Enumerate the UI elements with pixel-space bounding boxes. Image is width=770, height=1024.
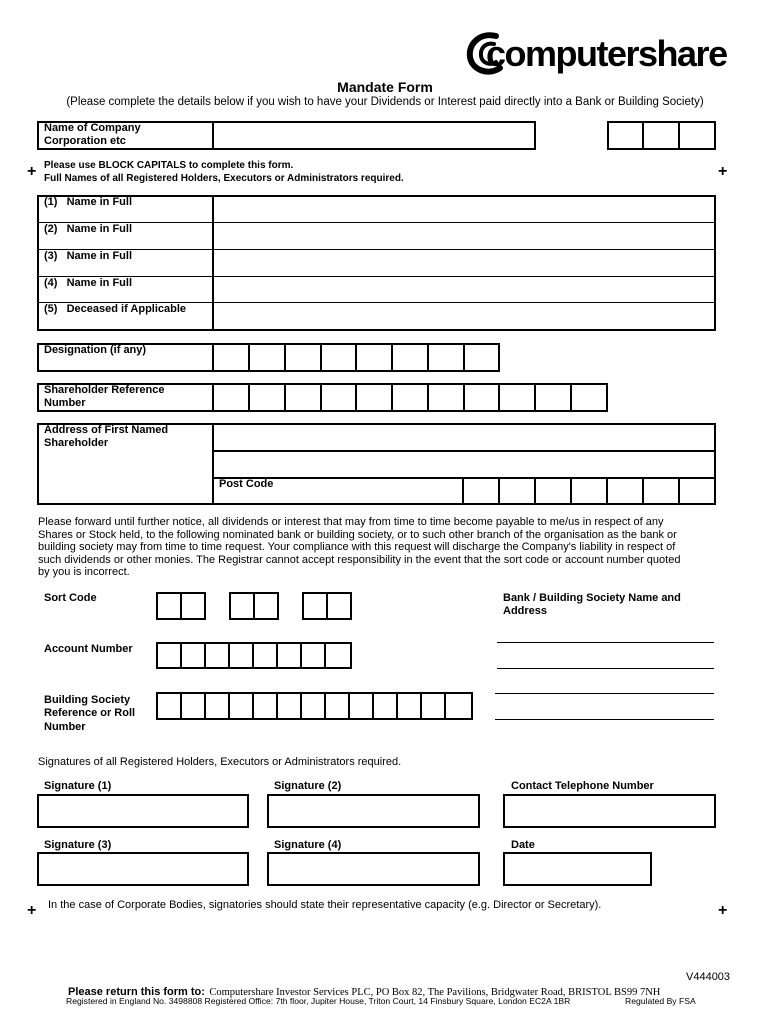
account-number-label: Account Number bbox=[44, 643, 133, 655]
bs-ref-cell[interactable] bbox=[372, 692, 398, 720]
authority-line-1: Please forward until further notice, all dividends or interest that may from time to time become payable to me/us in respect of any bbox=[38, 516, 664, 528]
company-label-line1: Name of Company bbox=[44, 122, 141, 134]
name-label-4: (4) Name in Full bbox=[44, 277, 133, 289]
page-subtitle: (Please complete the details below if you wish to have your Dividends or Interest paid directly into a Bank or Building Society) bbox=[66, 96, 704, 108]
name-label-3: (3) Name in Full bbox=[44, 250, 133, 262]
signature-4-field[interactable] bbox=[267, 852, 480, 886]
bs-ref-cell[interactable] bbox=[252, 692, 278, 720]
name-label-1: (1) Name in Full bbox=[44, 196, 133, 208]
name-label-5: (5) Deceased if Applicable bbox=[44, 303, 187, 315]
postcode-cell[interactable] bbox=[570, 477, 608, 505]
bank-address-line-3[interactable] bbox=[495, 693, 714, 694]
address-line-1[interactable] bbox=[212, 423, 716, 452]
logo-text: computershare bbox=[486, 33, 727, 74]
company-code-cell-2[interactable] bbox=[642, 121, 680, 150]
postcode-cell[interactable] bbox=[534, 477, 572, 505]
bs-ref-cell[interactable] bbox=[396, 692, 422, 720]
designation-cell[interactable] bbox=[427, 343, 465, 372]
shareholder-ref-cell[interactable] bbox=[427, 383, 465, 412]
postcode-cell[interactable] bbox=[498, 477, 536, 505]
company-code-cell-1[interactable] bbox=[607, 121, 644, 150]
bs-ref-cell[interactable] bbox=[204, 692, 230, 720]
instructions-line1: Please use BLOCK CAPITALS to complete this form. bbox=[44, 160, 294, 171]
designation-cell[interactable] bbox=[320, 343, 357, 372]
designation-cell[interactable] bbox=[463, 343, 500, 372]
bs-ref-cell[interactable] bbox=[156, 692, 182, 720]
shareholder-ref-cell[interactable] bbox=[320, 383, 357, 412]
designation-label: Designation (if any) bbox=[44, 344, 147, 356]
bs-ref-cell[interactable] bbox=[324, 692, 350, 720]
address-line-2[interactable] bbox=[212, 450, 716, 479]
account-number-cell[interactable] bbox=[300, 642, 326, 669]
account-number-cell[interactable] bbox=[324, 642, 352, 669]
corporate-note: In the case of Corporate Bodies, signatories should state their representative capacity (e.g. Director or Secretary). bbox=[48, 899, 602, 911]
name-field-4[interactable] bbox=[214, 278, 714, 301]
shareholder-ref-cell[interactable] bbox=[284, 383, 322, 412]
postcode-cell[interactable] bbox=[678, 477, 716, 505]
bs-ref-label-line2: Reference or Roll bbox=[44, 707, 136, 719]
sort-code-cell[interactable] bbox=[326, 592, 352, 620]
designation-cell[interactable] bbox=[212, 343, 250, 372]
signature-3-field[interactable] bbox=[37, 852, 249, 886]
return-label: Please return this form to: bbox=[68, 986, 205, 998]
signature-1-field[interactable] bbox=[37, 794, 249, 828]
authority-line-2: Shares or Stock held, to the following nominated bank or building society, or to such other branch of the organisation as the bank or bbox=[38, 528, 677, 541]
signature-2-label: Signature (2) bbox=[274, 780, 342, 792]
names-row-line-2 bbox=[37, 249, 716, 250]
date-label: Date bbox=[511, 839, 535, 851]
bank-address-line-1[interactable] bbox=[497, 642, 714, 643]
signature-2-field[interactable] bbox=[267, 794, 480, 828]
account-number-cell[interactable] bbox=[180, 642, 206, 669]
shareholder-ref-cell[interactable] bbox=[248, 383, 286, 412]
phone-label: Contact Telephone Number bbox=[511, 780, 654, 792]
bank-name-label-line1: Bank / Building Society Name and bbox=[503, 592, 681, 604]
account-number-cell[interactable] bbox=[156, 642, 182, 669]
registered-office: Registered in England No. 3498808 Registered Office: 7th floor, Jupiter House, Triton Court, 14 Finsbury Square, London EC2A 1BR bbox=[66, 996, 571, 1006]
shareholder-ref-cell[interactable] bbox=[534, 383, 572, 412]
shareholder-ref-cell[interactable] bbox=[498, 383, 536, 412]
sort-code-cell[interactable] bbox=[253, 592, 279, 620]
instructions-line2: Full Names of all Registered Holders, Executors or Administrators required. bbox=[44, 173, 404, 184]
name-field-1[interactable] bbox=[214, 197, 714, 221]
shareholder-ref-cell[interactable] bbox=[355, 383, 393, 412]
account-number-cell[interactable] bbox=[204, 642, 230, 669]
sort-code-label: Sort Code bbox=[44, 592, 97, 604]
return-address: Computershare Investor Services PLC, PO Box 82, The Pavilions, Bridgwater Road, BRISTOL BS99 7NH bbox=[209, 987, 661, 998]
bs-ref-cell[interactable] bbox=[276, 692, 302, 720]
bs-ref-cell[interactable] bbox=[348, 692, 374, 720]
signature-3-label: Signature (3) bbox=[44, 839, 112, 851]
names-row-line-3 bbox=[37, 276, 716, 277]
designation-cell[interactable] bbox=[248, 343, 286, 372]
postcode-cell[interactable] bbox=[642, 477, 680, 505]
signature-1-label: Signature (1) bbox=[44, 780, 112, 792]
deceased-field[interactable] bbox=[214, 304, 714, 329]
shareholder-ref-cell[interactable] bbox=[463, 383, 500, 412]
registration-mark-bottom-right: + bbox=[718, 902, 728, 919]
company-label-line2: Corporation etc bbox=[44, 135, 126, 147]
name-field-2[interactable] bbox=[214, 224, 714, 248]
postcode-cell[interactable] bbox=[606, 477, 644, 505]
signatures-intro: Signatures of all Registered Holders, Executors or Administrators required. bbox=[38, 756, 402, 768]
designation-cell[interactable] bbox=[284, 343, 322, 372]
address-label-line1: Address of First Named bbox=[44, 424, 169, 436]
authority-line-4: such dividends or other monies. The Registrar cannot accept responsibility in the event that the sort code or account number quoted bbox=[38, 553, 681, 566]
shareholder-ref-cell[interactable] bbox=[570, 383, 608, 412]
account-number-cell[interactable] bbox=[252, 642, 278, 669]
shareholder-ref-label-line2: Number bbox=[44, 397, 86, 409]
name-label-2: (2) Name in Full bbox=[44, 223, 133, 235]
authority-line-5: by you is incorrect. bbox=[38, 566, 130, 578]
shareholder-ref-cell[interactable] bbox=[212, 383, 250, 412]
names-row-line-1 bbox=[37, 222, 716, 223]
company-name-field[interactable] bbox=[212, 121, 536, 150]
bs-ref-cell[interactable] bbox=[180, 692, 206, 720]
bs-ref-label-line1: Building Society bbox=[44, 694, 131, 706]
sort-code-cell[interactable] bbox=[180, 592, 206, 620]
postcode-label: Post Code bbox=[219, 478, 274, 490]
designation-cell[interactable] bbox=[391, 343, 429, 372]
designation-cell[interactable] bbox=[355, 343, 393, 372]
date-field[interactable] bbox=[503, 852, 652, 886]
bank-address-line-2[interactable] bbox=[497, 668, 714, 669]
bs-ref-cell[interactable] bbox=[300, 692, 326, 720]
account-number-cell[interactable] bbox=[276, 642, 302, 669]
signature-4-label: Signature (4) bbox=[274, 839, 342, 851]
registration-mark-bottom-left: + bbox=[27, 902, 37, 919]
bank-name-label-line2: Address bbox=[503, 605, 548, 617]
bs-ref-cell[interactable] bbox=[444, 692, 473, 720]
bs-ref-cell[interactable] bbox=[420, 692, 446, 720]
bank-address-line-4[interactable] bbox=[495, 719, 714, 720]
shareholder-ref-cell[interactable] bbox=[391, 383, 429, 412]
name-field-3[interactable] bbox=[214, 251, 714, 275]
sort-code-cell[interactable] bbox=[229, 592, 255, 620]
regulated-by: Regulated By FSA bbox=[625, 996, 696, 1006]
address-label-line2: Shareholder bbox=[44, 437, 109, 449]
registration-mark-left: + bbox=[27, 163, 37, 180]
phone-field[interactable] bbox=[503, 794, 716, 828]
registration-mark-right: + bbox=[718, 163, 728, 180]
postcode-cell[interactable] bbox=[462, 477, 500, 505]
bs-ref-label-line3: Number bbox=[44, 721, 86, 733]
account-number-cell[interactable] bbox=[228, 642, 254, 669]
version-code: V444003 bbox=[686, 971, 731, 983]
page-title: Mandate Form bbox=[337, 79, 433, 95]
computershare-logo bbox=[466, 30, 727, 78]
shareholder-ref-label-line1: Shareholder Reference bbox=[44, 384, 165, 396]
bs-ref-cell[interactable] bbox=[228, 692, 254, 720]
sort-code-cell[interactable] bbox=[302, 592, 328, 620]
authority-line-3: building society may from time to time request. Your compliance with this request will discharge the Company's liability in respect of bbox=[38, 541, 676, 553]
sort-code-cell[interactable] bbox=[156, 592, 182, 620]
company-code-cell-3[interactable] bbox=[678, 121, 716, 150]
